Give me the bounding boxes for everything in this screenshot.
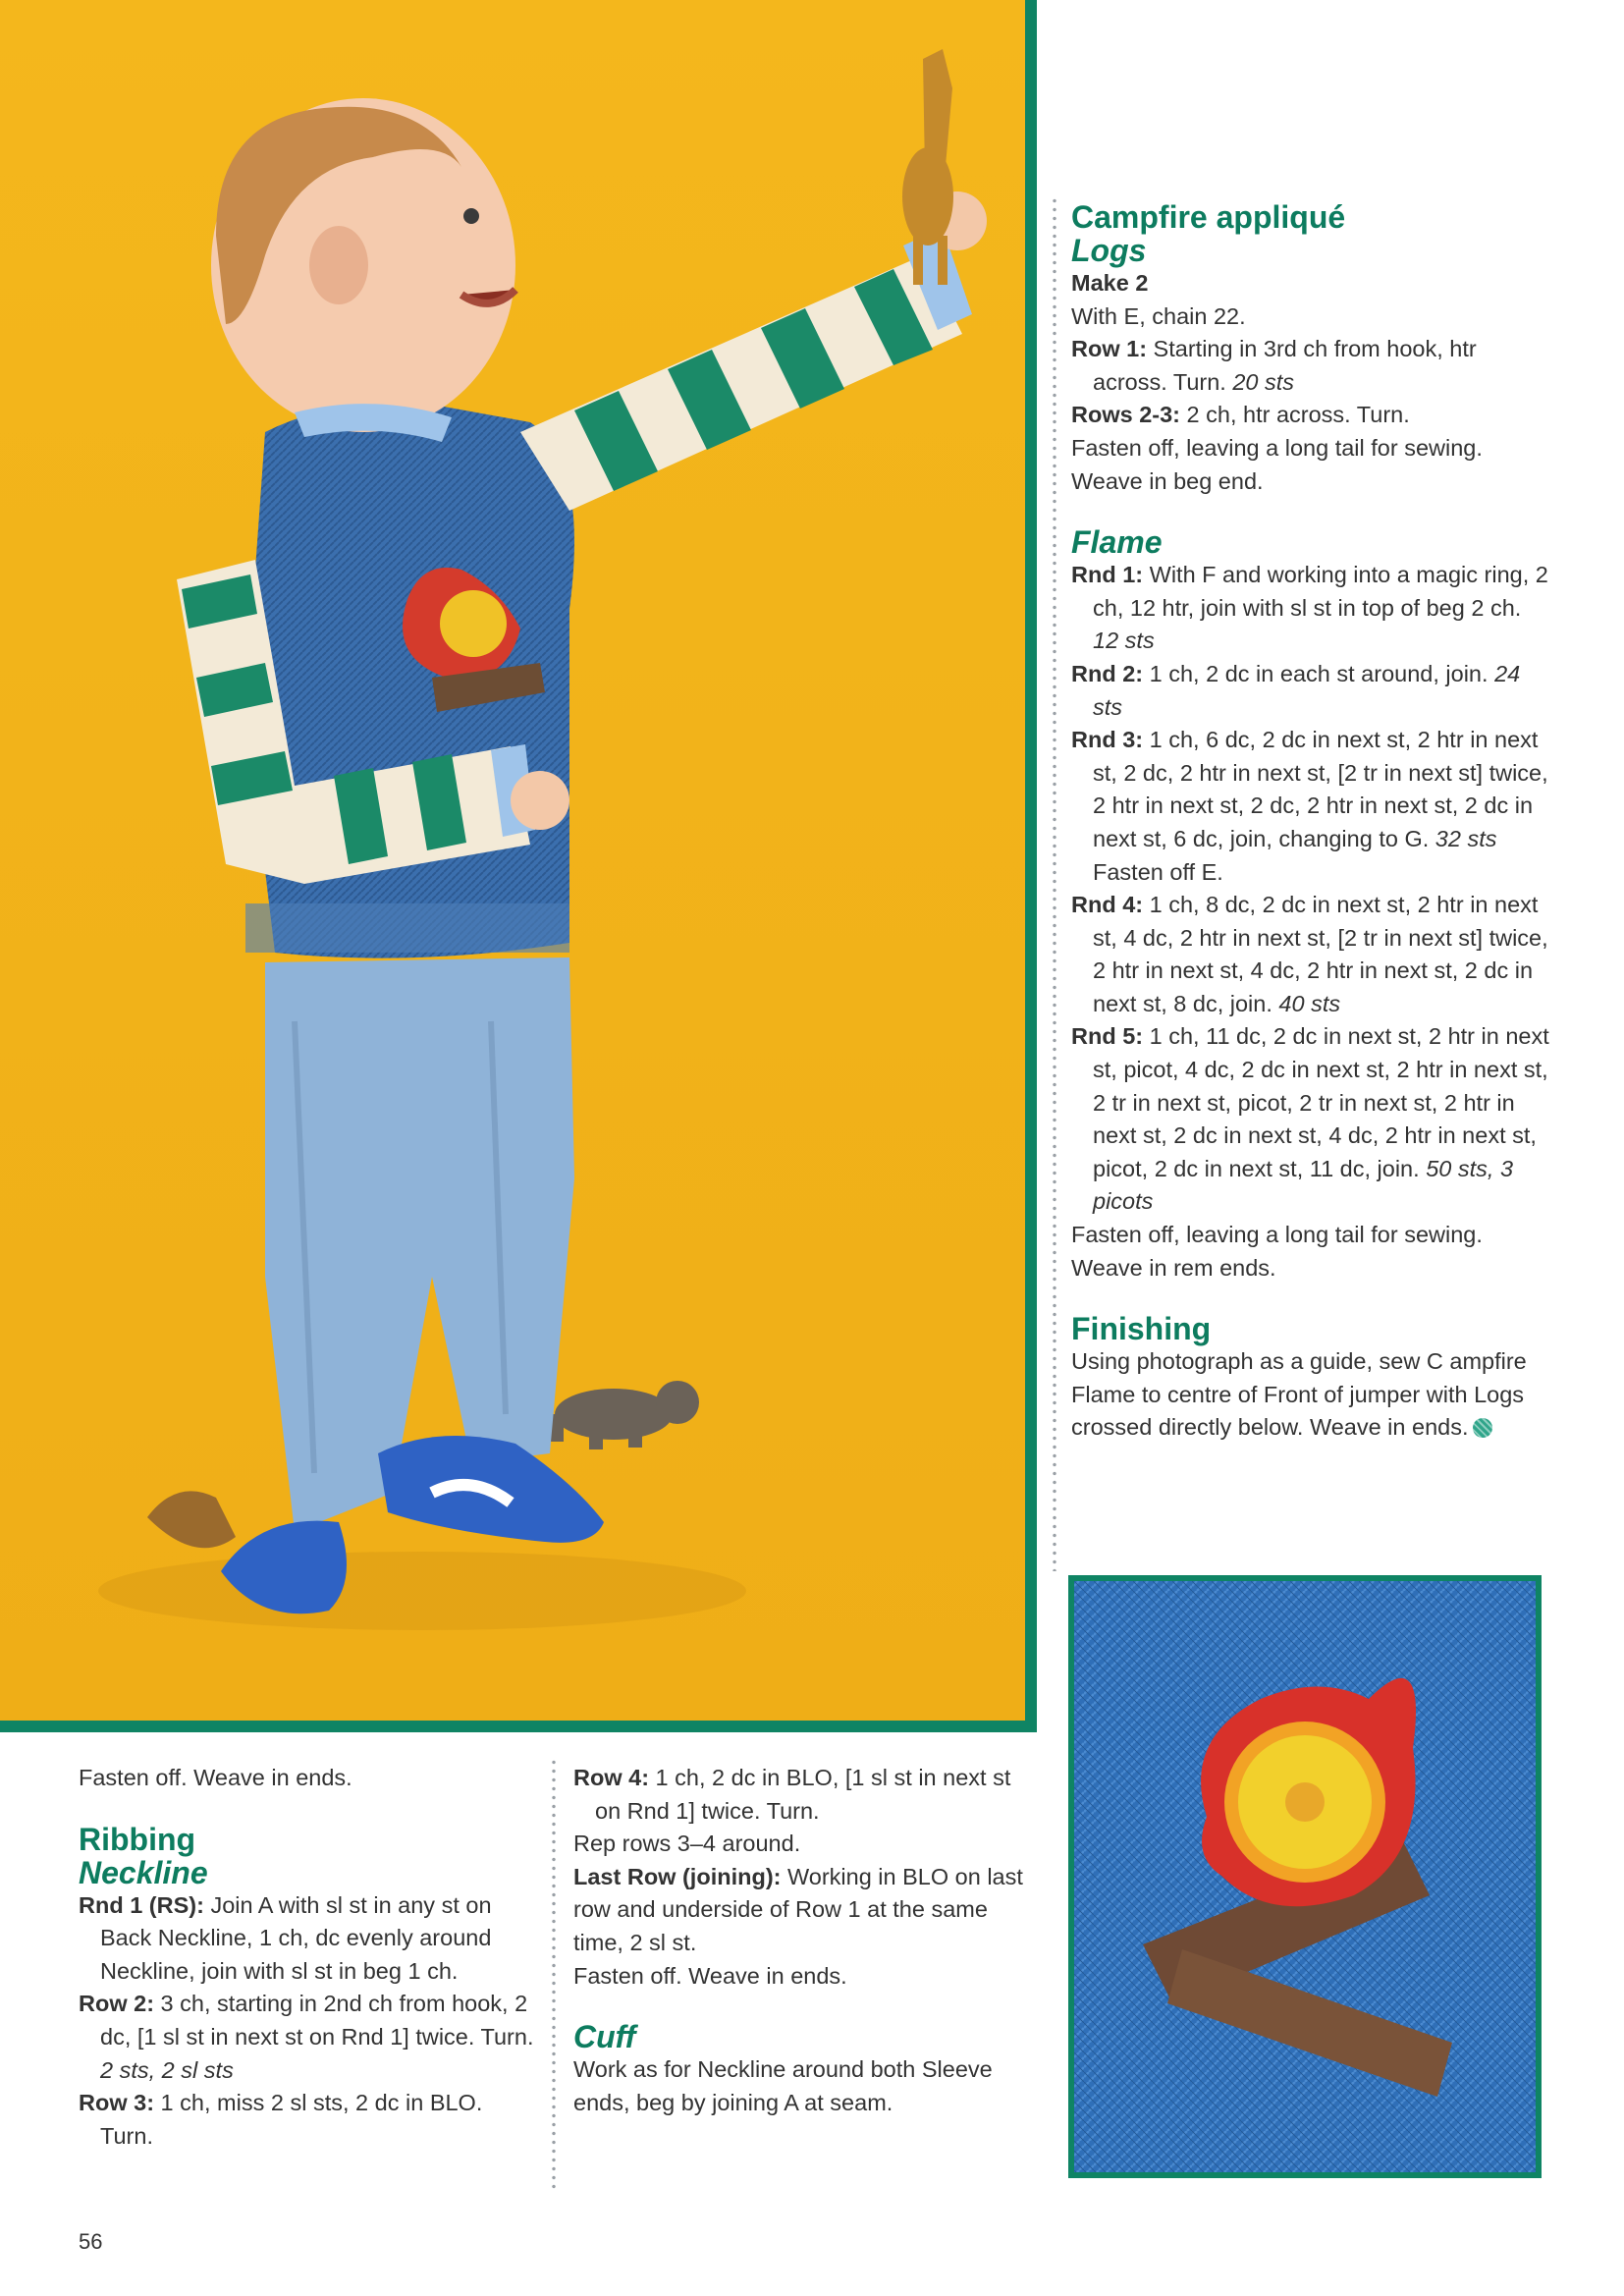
logs-line: With E, chain 22. — [1071, 302, 1246, 329]
section-title: Campfire appliqué — [1071, 199, 1346, 235]
fasten-off: Fasten off. Weave in ends. — [573, 1962, 847, 1989]
child-photo — [0, 0, 1025, 1721]
flame-rnd1: Rnd 1: With F and working into a magic ring, 2 ch, 12 htr, join with sl st in top of beg 2 ch. 12 sts — [1071, 562, 1548, 654]
ribbing-row2: Row 2: 3 ch, starting in 2nd ch from hook, 2 dc, [1 sl st in next st on Rnd 1] twice. Turn. 2 sts, 2 sl sts — [79, 1991, 534, 2083]
finishing-text: Using photograph as a guide, sew C ampfire Flame to centre of Front of jumper with Logs crossed directly below. Weave in ends. — [1071, 1348, 1527, 1441]
flame-rnd5: Rnd 5: 1 ch, 11 dc, 2 dc in next st, 2 htr in next st, picot, 4 dc, 2 dc in next st, 2 htr in next st, 2 tr in next st, picot, 2 tr in next st, 2 htr in next st, 2 dc in next st, 4 dc, 2 htr in next st, picot, 2 dc in next st, 11 dc, join. 50 sts, 3 picots — [1071, 1023, 1549, 1215]
flame-rnd3: Rnd 3: 1 ch, 6 dc, 2 dc in next st, 2 htr in next st, 2 dc, 2 htr in next st, [2 tr in next st] twice, 2 htr in next st, 2 dc, 2 htr in next st, 2 dc in next st, 6 dc, join, changing to G. 32 sts — [1071, 727, 1548, 851]
rep-rows: Rep rows 3–4 around. — [573, 1831, 801, 1857]
applique-closeup-photo — [1068, 1575, 1542, 2178]
flame-title: Flame — [1071, 524, 1163, 561]
logs-weave: Weave in beg end. — [1071, 467, 1264, 494]
flame-rnd2: Rnd 2: 1 ch, 2 dc in each st around, join. 24 sts — [1071, 660, 1521, 720]
page-number: 56 — [79, 2229, 103, 2254]
flame-end1: Fasten off, leaving a long tail for sewing. — [1071, 1222, 1483, 1248]
cuff-text: Work as for Neckline around both Sleeve ends, beg by joining A at seam. — [573, 2056, 993, 2115]
logs-title: Logs — [1071, 233, 1147, 268]
flame-rnd3-after: Fasten off E. — [1093, 858, 1223, 885]
flame-end2: Weave in rem ends. — [1071, 1254, 1276, 1281]
flame-rnd4: Rnd 4: 1 ch, 8 dc, 2 dc in next st, 2 htr in next st, 4 dc, 2 htr in next st, [2 tr in next st] twice, 2 htr in next st, 4 dc, 2 htr in next st, 2 dc in next st, 8 dc, join. 40 sts — [1071, 892, 1548, 1016]
intro-text: Fasten off. Weave in ends. — [79, 1765, 352, 1790]
ribbing-rnd1: Rnd 1 (RS): Join A with sl st in any st on Back Neckline, 1 ch, dc evenly around Neckline, join with sl st in beg 1 ch. — [79, 1891, 492, 1984]
ribbing-row4: Row 4: 1 ch, 2 dc in BLO, [1 sl st in next st on Rnd 1] twice. Turn. — [573, 1765, 1011, 1824]
cuff-title: Cuff — [573, 2019, 636, 2055]
column-divider-right — [1053, 196, 1056, 1571]
neckline-title: Neckline — [79, 1854, 208, 1890]
applique-closeup-illustration — [1074, 1581, 1536, 2172]
yarn-ball-icon — [1473, 1418, 1492, 1438]
photo-border-horizontal — [0, 1721, 1037, 1732]
logs-make: Make 2 — [1071, 270, 1149, 296]
child-illustration — [0, 0, 1025, 1721]
column-divider-bottom — [552, 1758, 556, 2190]
finishing-title: Finishing — [1071, 1311, 1212, 1347]
logs-rows2-3: Rows 2-3: 2 ch, htr across. Turn. — [1071, 402, 1410, 428]
photo-border-vertical — [1025, 0, 1037, 1732]
last-row: Last Row (joining): Working in BLO on last row and underside of Row 1 at the same time, 2 sl st. — [573, 1863, 1023, 1955]
ribbing-title: Ribbing — [79, 1821, 196, 1857]
ribbing-row3: Row 3: 1 ch, miss 2 sl sts, 2 dc in BLO. Turn. — [79, 2090, 483, 2149]
bottom-middle-column — [573, 1762, 1035, 2119]
right-column — [1071, 200, 1552, 1445]
logs-fasten: Fasten off, leaving a long tail for sewing. — [1071, 434, 1483, 461]
bottom-left-column — [79, 1762, 540, 2153]
logs-row1: Row 1: Starting in 3rd ch from hook, htr across. Turn. 20 sts — [1071, 336, 1477, 395]
